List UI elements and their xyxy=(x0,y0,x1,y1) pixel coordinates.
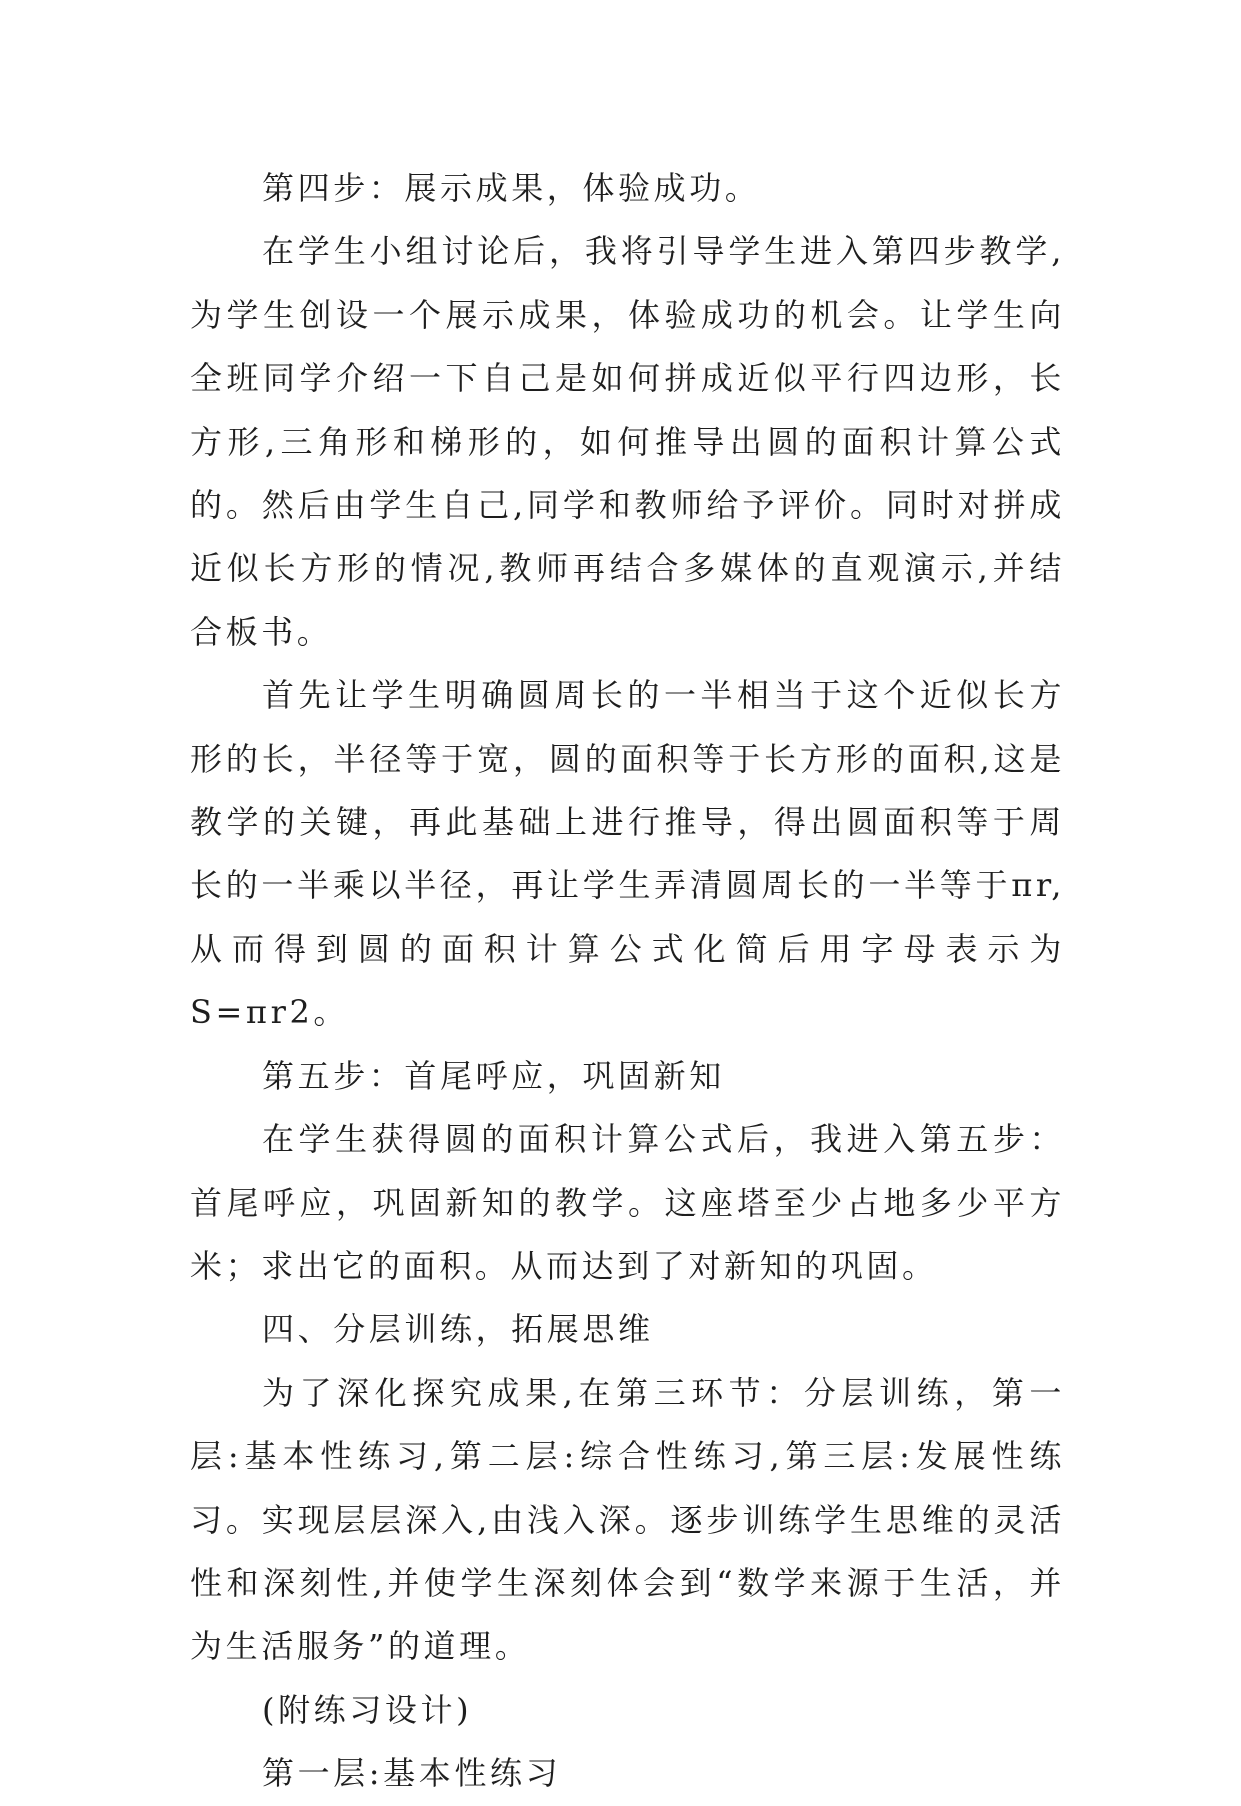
paragraph-step-four-body: 在学生小组讨论后，我将引导学生进入第四步教学,为学生创设一个展示成果，体验成功的机会。让学生向全班同学介绍一下自己是如何拼成近似平行四边形，长方形,三角形和梯形的，如何推导出圆的面积计算公式的。然后由学生自己,同学和教师给予评价。同时对拼成近似长方形的情况,教师再结合多媒体的直观演示,并结合板书。 xyxy=(190,232,1065,651)
paragraph-derivation: 首先让学生明确圆周长的一半相当于这个近似长方形的长，半径等于宽，圆的面积等于长方形的面积,这是教学的关键，再此基础上进行推导，得出圆面积等于周长的一半乘以半径，再让学生弄清圆周长的一半等于πr,从而得到圆的面积计算公式化简后用字母表示为S=πr2。 xyxy=(190,676,1065,1032)
heading-section-four: 四、分层训练，拓展思维 xyxy=(262,1310,654,1349)
document-body xyxy=(190,157,1065,1806)
paragraph-step-five-body: 在学生获得圆的面积计算公式后，我进入第五步：首尾呼应，巩固新知的教学。这座塔至少占地多少平方米；求出它的面积。从而达到了对新知的巩固。 xyxy=(190,1120,1065,1285)
note-exercise-design: (附练习设计) xyxy=(262,1690,473,1729)
heading-step-four: 第四步：展示成果，体验成功。 xyxy=(262,169,761,207)
heading-layer-one: 第一层:基本性练习 xyxy=(262,1754,562,1793)
paragraph-layered-training: 为了深化探究成果,在第三环节：分层训练，第一层:基本性练习,第二层:综合性练习,第三层:发展性练习。实现层层深入,由浅入深。逐步训练学生思维的灵活性和深刻性,并使学生深刻体会到“数学来源于生活，并为生活服务”的道理。 xyxy=(190,1373,1065,1666)
heading-step-five: 第五步：首尾呼应，巩固新知 xyxy=(262,1056,725,1095)
